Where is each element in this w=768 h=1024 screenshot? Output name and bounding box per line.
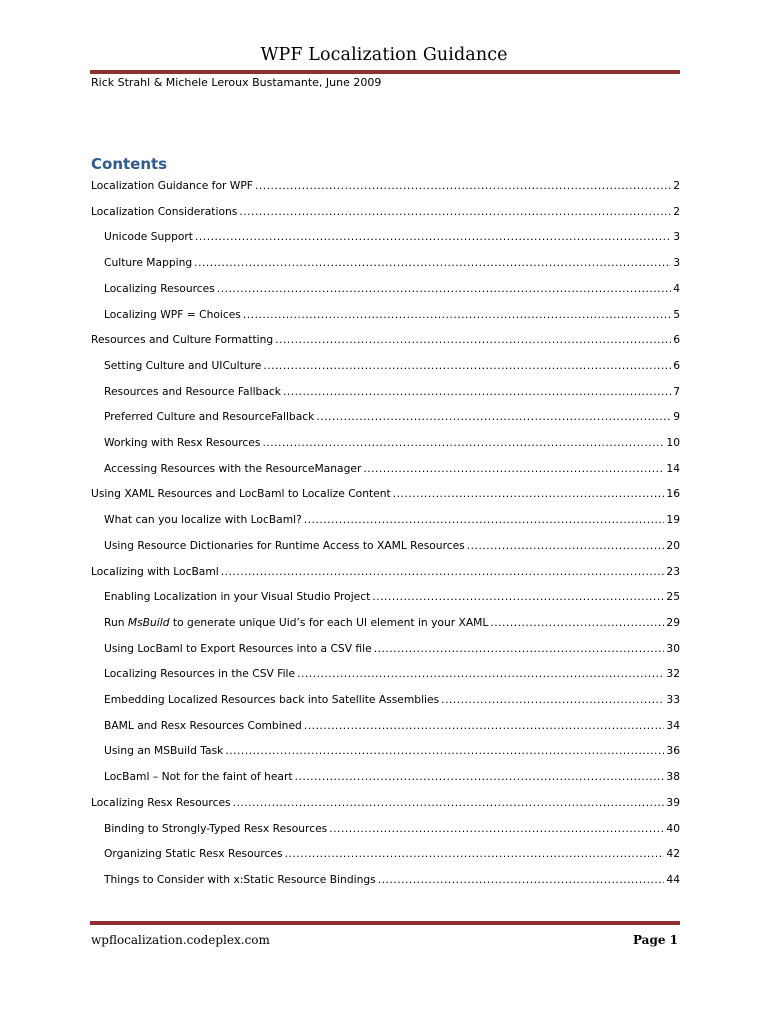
toc-entry-page: 32: [666, 667, 680, 680]
toc-entry-title: Localizing Resx Resources: [91, 796, 231, 809]
footer-url: wpflocalization.codeplex.com: [91, 933, 270, 947]
toc-entry-title: Embedding Localized Resources back into Satellite Assemblies: [104, 693, 440, 706]
authors-line: Rick Strahl & Michele Leroux Bustamante, June 2009: [91, 76, 382, 89]
toc-dot-leader: [363, 462, 664, 475]
toc-entry[interactable]: [104, 256, 680, 272]
toc-entry[interactable]: [104, 847, 680, 863]
toc-entry[interactable]: [104, 693, 680, 709]
toc-dot-leader: [225, 744, 664, 757]
toc-entry-page: 20: [666, 539, 680, 552]
toc-entry[interactable]: [104, 873, 680, 889]
toc-entry[interactable]: [104, 462, 680, 478]
toc-dot-leader: [467, 539, 665, 552]
header-rule: [90, 70, 680, 74]
contents-heading: Contents: [91, 155, 168, 173]
toc-entry-page: 2: [673, 205, 680, 218]
toc-entry[interactable]: [104, 410, 680, 426]
toc-entry-page: 10: [666, 436, 680, 449]
toc-entry-title: Accessing Resources with the ResourceManager: [104, 462, 362, 475]
toc-entry[interactable]: [104, 719, 680, 735]
toc-entry-title-part: Run: [104, 616, 128, 629]
toc-entry-title: Using LocBaml to Export Resources into a CSV file: [104, 642, 372, 655]
toc-dot-leader: [263, 359, 671, 372]
toc-entry-page: 44: [666, 873, 680, 886]
toc-dot-leader: [393, 487, 665, 500]
toc-entry-title: Using an MSBuild Task: [104, 744, 224, 757]
toc-entry-page: 25: [666, 590, 680, 603]
toc-entry-title: Resources and Resource Fallback: [104, 385, 281, 398]
toc-entry-title: Localization Guidance for WPF: [91, 179, 253, 192]
toc-dot-leader: [297, 667, 664, 680]
toc-entry-page: 29: [666, 616, 680, 629]
toc-dot-leader: [374, 642, 665, 655]
toc-entry-title: Organizing Static Resx Resources: [104, 847, 283, 860]
toc-entry-title: Enabling Localization in your Visual Studio Project: [104, 590, 371, 603]
toc-entry-page: 34: [666, 719, 680, 732]
toc-entry[interactable]: [104, 513, 680, 529]
toc-dot-leader: [490, 616, 664, 629]
toc-entry[interactable]: [104, 359, 680, 375]
toc-entry-title: Localization Considerations: [91, 205, 238, 218]
toc-dot-leader: [221, 565, 665, 578]
toc-dot-leader: [194, 256, 671, 269]
toc-entry-page: 33: [666, 693, 680, 706]
toc-entry[interactable]: [91, 333, 680, 349]
toc-entry-title: Working with Resx Resources: [104, 436, 261, 449]
toc-entry-page: 40: [666, 822, 680, 835]
toc-dot-leader: [441, 693, 664, 706]
toc-entry-title: Binding to Strongly-Typed Resx Resources: [104, 822, 328, 835]
toc-entry[interactable]: [104, 822, 680, 838]
toc-entry-page: 19: [666, 513, 680, 526]
toc-entry-title: Using XAML Resources and LocBaml to Localize Content: [91, 487, 391, 500]
toc-entry[interactable]: [91, 796, 680, 812]
toc-dot-leader: [378, 873, 665, 886]
toc-entry-title: Things to Consider with x:Static Resource Bindings: [104, 873, 376, 886]
toc-entry[interactable]: [104, 642, 680, 658]
toc-entry-page: 5: [673, 308, 680, 321]
toc-entry-title: Culture Mapping: [104, 256, 193, 269]
toc-dot-leader: [372, 590, 664, 603]
toc-dot-leader: [295, 770, 665, 783]
toc-entry-page: 30: [666, 642, 680, 655]
toc-entry-page: 7: [673, 385, 680, 398]
toc-dot-leader: [243, 308, 671, 321]
toc-dot-leader: [304, 513, 665, 526]
toc-entry[interactable]: [104, 385, 680, 401]
toc-entry[interactable]: [104, 667, 680, 683]
toc-entry-title: Resources and Culture Formatting: [91, 333, 274, 346]
toc-entry-title: Using Resource Dictionaries for Runtime Access to XAML Resources: [104, 539, 465, 552]
toc-dot-leader: [304, 719, 665, 732]
toc-dot-leader: [283, 385, 671, 398]
toc-entry[interactable]: [104, 539, 680, 555]
toc-entry-title: Localizing with LocBaml: [91, 565, 219, 578]
toc-entry-page: 4: [673, 282, 680, 295]
toc-entry-page: 38: [666, 770, 680, 783]
toc-entry-page: 36: [666, 744, 680, 757]
toc-entry-page: 39: [666, 796, 680, 809]
toc-entry-title: Preferred Culture and ResourceFallback: [104, 410, 315, 423]
toc-dot-leader: [195, 230, 671, 243]
toc-entry-title: Setting Culture and UICulture: [104, 359, 262, 372]
toc-entry-title: What can you localize with LocBaml?: [104, 513, 302, 526]
toc-entry-title: Localizing Resources in the CSV File: [104, 667, 296, 680]
toc-entry[interactable]: [91, 565, 680, 581]
toc-entry[interactable]: [91, 179, 680, 195]
toc-dot-leader: [262, 436, 664, 449]
toc-entry-page: 23: [666, 565, 680, 578]
toc-entry-title: LocBaml – Not for the faint of heart: [104, 770, 293, 783]
toc-entry-title-emphasis: MsBuild: [127, 616, 170, 629]
footer-rule: [90, 921, 680, 925]
toc-entry-title: [104, 616, 488, 629]
toc-entry-title: BAML and Resx Resources Combined: [104, 719, 302, 732]
toc-dot-leader: [316, 410, 671, 423]
toc-dot-leader: [329, 822, 664, 835]
toc-entry[interactable]: [104, 770, 680, 786]
toc-entry[interactable]: [104, 590, 680, 606]
toc-entry-page: 42: [666, 847, 680, 860]
toc-entry-page: 9: [673, 410, 680, 423]
toc-entry[interactable]: [91, 205, 680, 221]
toc-dot-leader: [285, 847, 665, 860]
toc-entry-title: Localizing WPF = Choices: [104, 308, 241, 321]
toc-entry-page: 2: [673, 179, 680, 192]
toc-entry[interactable]: [104, 744, 680, 760]
toc-entry-title: Localizing Resources: [104, 282, 215, 295]
toc-entry-page: 3: [673, 230, 680, 243]
toc-entry[interactable]: [104, 616, 680, 632]
document-title: WPF Localization Guidance: [260, 45, 508, 65]
toc-entry-title: Unicode Support: [104, 230, 193, 243]
toc-entry[interactable]: [104, 230, 680, 246]
toc-entry-page: 14: [666, 462, 680, 475]
toc-dot-leader: [275, 333, 671, 346]
toc-dot-leader: [239, 205, 671, 218]
footer-page-number: Page 1: [632, 933, 678, 947]
toc-entry-page: 6: [673, 359, 680, 372]
toc-entry[interactable]: [104, 282, 680, 298]
toc-dot-leader: [255, 179, 671, 192]
toc-entry[interactable]: [104, 308, 680, 324]
toc-dot-leader: [217, 282, 671, 295]
toc-entry-page: 6: [673, 333, 680, 346]
toc-entry-page: 16: [666, 487, 680, 500]
toc-entry[interactable]: [104, 436, 680, 452]
toc-dot-leader: [233, 796, 665, 809]
toc-entry-page: 3: [673, 256, 680, 269]
toc-entry[interactable]: [91, 487, 680, 503]
toc-entry-title-part: to generate unique Uid’s for each UI element in your XAML: [169, 616, 489, 629]
